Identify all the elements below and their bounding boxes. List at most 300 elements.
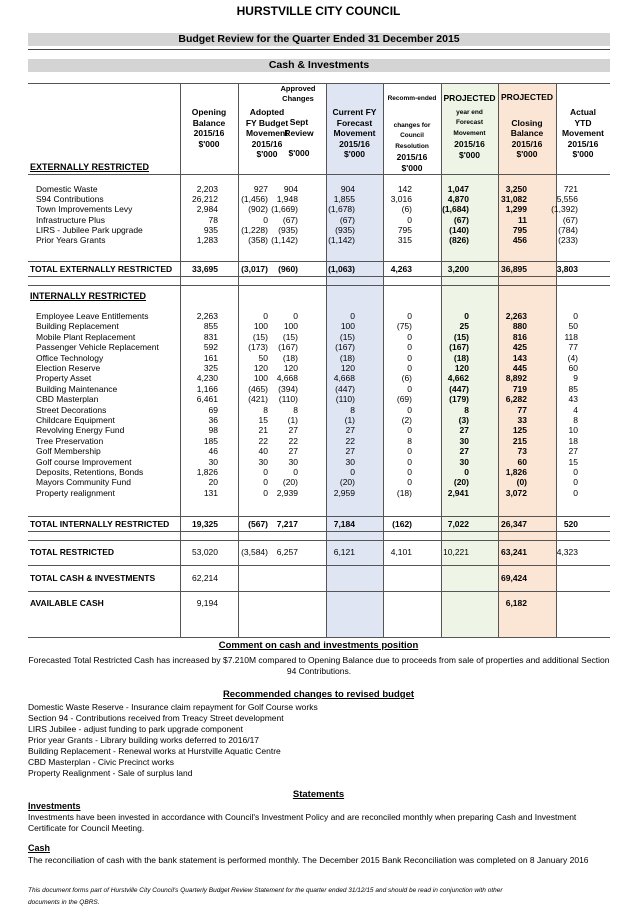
cell-value: 0 [407,477,412,488]
cell-value: 7,184 [333,519,355,529]
table-row [28,194,610,204]
cell-value: 3,200 [447,264,469,274]
cell-value: 880 [512,321,527,332]
cell-value: 53,020 [192,547,218,557]
row-label: Domestic Waste [36,184,98,194]
cell-value: 1,047 [447,184,469,194]
cell-value: 22 [288,435,298,446]
cell-value: 27 [568,446,578,457]
cell-value: (1,392) [551,204,578,215]
cell-value: 69,424 [501,573,527,583]
cell-value: (394) [278,383,298,394]
statements-heading: Statements [292,789,345,800]
cell-value: 20 [208,477,218,488]
cell-value: 2,959 [333,487,355,498]
table-row [28,415,610,425]
total-externally-restricted-row [28,264,610,274]
cell-value: 0 [464,467,469,477]
cell-value: (110) [278,394,298,405]
cell-value: 50 [568,321,578,332]
table-row [28,405,610,415]
cell-value: (15) [252,331,268,342]
recommended-changes-list [28,702,610,779]
cell-value: 6,461 [196,394,218,405]
cell-value: 1,166 [196,383,218,394]
cell-value: (960) [278,264,298,274]
table-row [28,384,610,394]
cell-value: 100 [253,321,268,332]
cell-value: (447) [335,383,355,394]
cell-value: 1,826 [196,467,218,477]
cell-value: (3) [458,415,469,425]
cell-value: (1,456) [241,194,268,205]
row-label: TOTAL EXTERNALLY RESTRICTED [30,264,173,274]
table-row [28,446,610,456]
cell-value: (20) [282,477,298,488]
cell-value: (3,584) [241,547,268,557]
cell-value: 63,241 [501,547,527,557]
cell-value: 904 [283,184,298,194]
cell-value: 15 [258,415,268,425]
cell-value: 9,194 [196,598,218,608]
header-projected-movement: PROJECTED year end Forecast Movement 2015/16 $'000 [443,93,496,160]
cell-value: 9 [573,373,578,384]
cell-value: 27 [345,425,355,436]
cell-value: (67) [453,214,469,225]
cell-value: 31,082 [501,194,527,205]
cell-value: (784) [558,224,578,235]
cell-value: 0 [573,467,578,477]
available-cash-row [28,598,610,608]
recommended-changes-heading: Recommended changes to revised budget [222,689,415,700]
cell-value: 0 [573,477,578,488]
total-cash-row [28,573,610,583]
header-sept-review: Sept Review $'000 [284,117,314,158]
cell-value: 30 [459,456,469,467]
cell-value: 1,283 [196,235,218,245]
table-row [28,373,610,383]
investments-text: Investments have been invested in accordance with Council's Investment Policy and are reconciled monthly when preparing Cash and Investment Certificate for Council Meeting. [28,812,577,833]
list-item: Property Realignment - Sale of surplus land [28,768,193,778]
cell-value: 10 [568,425,578,436]
cell-value: 120 [283,363,298,373]
cell-value: 795 [397,224,412,235]
row-divider [28,276,610,277]
list-item: Section 94 - Contributions received from Treacy Street development [28,713,284,723]
cell-value: 0 [407,456,412,467]
cell-value: (902) [248,204,268,215]
cell-value: 8 [350,404,355,415]
cell-value: (18) [396,487,412,498]
cell-value: (1) [287,415,298,425]
cell-value: 456 [512,235,527,245]
cell-value: 315 [397,235,412,245]
row-label: Office Technology [36,352,104,363]
cell-value: 6,282 [505,394,527,405]
cell-value: (18) [282,352,298,363]
cell-value: 18 [568,435,578,446]
row-label: AVAILABLE CASH [30,598,104,608]
cell-value: 27 [345,446,355,457]
cell-value: 0 [407,363,412,373]
cell-value: (167) [278,342,298,353]
cell-value: (421) [248,394,268,405]
cell-value: 161 [203,352,218,363]
cell-value: (1,669) [271,204,298,215]
cell-value: 4,870 [447,194,469,205]
cell-value: 831 [203,331,218,342]
row-label: Building Maintenance [36,383,118,394]
cell-value: 4,263 [390,264,412,274]
cell-value: (465) [248,383,268,394]
cell-value: 118 [564,331,578,342]
table-row [28,394,610,404]
cell-value: 85 [568,383,578,394]
table-row [28,488,610,498]
cell-value: (20) [339,477,355,488]
cell-value: 3,016 [390,194,412,205]
cell-value: 0 [407,214,412,225]
cell-value: (358) [248,235,268,245]
table-row [28,215,610,225]
row-label: Property Asset [36,373,92,384]
cell-value: 0 [350,311,355,321]
cell-value: 8 [573,415,578,425]
table-top-border [28,83,610,84]
cell-value: 11 [518,214,527,225]
cell-value: (6) [401,373,412,384]
cell-value: (167) [449,342,469,353]
cell-value: 927 [253,184,268,194]
cell-value: 0 [293,311,298,321]
cell-value: 125 [512,425,527,436]
table-row [28,363,610,373]
cell-value: 520 [563,519,578,529]
cell-value: (18) [339,352,355,363]
row-divider [28,540,610,541]
row-label: Employee Leave Entitlements [36,311,149,321]
cell-value: 0 [573,311,578,321]
header-projected-closing: PROJECTED Closing Balance 2015/16 $'000 [501,92,553,159]
cell-value: (15) [282,331,298,342]
cell-value: 3,072 [505,487,527,498]
cell-value: 0 [263,467,268,477]
cell-value: 6,182 [505,598,527,608]
list-item: CBD Masterplan - Civic Precinct works [28,757,174,767]
cell-value: 1,299 [505,204,527,215]
cell-value: 69 [208,404,218,415]
header-current-fy: Current FY Forecast Movement 2015/16 $'000 [332,107,377,159]
cell-value: (1,063) [328,264,355,274]
cell-value: 142 [397,184,412,194]
externally-restricted-heading: EXTERNALLY RESTRICTED [30,162,150,172]
cell-value: 8 [263,404,268,415]
cell-value: 719 [512,383,527,394]
header-bottom-border [28,174,610,175]
cell-value: 6,121 [333,547,355,557]
row-label: Tree Preservation [36,435,104,446]
row-divider [28,285,610,286]
cell-value: 30 [459,435,469,446]
row-label: Election Reserve [36,363,101,373]
cell-value: (0) [516,477,527,488]
cell-value: 3,250 [505,184,527,194]
list-item: Domestic Waste Reserve - Insurance claim repayment for Golf Course works [28,702,318,712]
cell-value: (179) [449,394,469,405]
cell-value: 30 [345,456,355,467]
table-row [28,342,610,352]
cell-value: 4,101 [390,547,412,557]
cell-value: (1) [344,415,355,425]
cell-value: (1,678) [328,204,355,215]
cell-value: 36 [208,415,218,425]
cell-value: 0 [263,487,268,498]
cell-value: 795 [512,224,527,235]
cell-value: 0 [407,331,412,342]
row-label: Infrastructure Plus [36,214,105,225]
list-item: Building Replacement - Renewal works at Hurstville Aquatic Centre [28,746,281,756]
cell-value: 0 [407,446,412,457]
table-row [28,467,610,477]
cell-value: (173) [248,342,268,353]
report-subtitle: Budget Review for the Quarter Ended 31 December 2015 [28,33,610,46]
row-label: Passenger Vehicle Replacement [36,342,159,353]
cell-value: 6,257 [276,547,298,557]
table-row [28,457,610,467]
cell-value: 77 [517,404,527,415]
row-label: Revolving Energy Fund [36,425,125,436]
cell-value: 100 [283,321,298,332]
cell-value: (233) [558,235,578,245]
table-row [28,425,610,435]
cell-value: 0 [573,487,578,498]
cell-value: 30 [288,456,298,467]
cell-value: 19,325 [192,519,218,529]
row-label: Mobile Plant Replacement [36,331,136,342]
cell-value: 0 [263,477,268,488]
row-label: Street Decorations [36,404,107,415]
cell-value: (6) [401,204,412,215]
cell-value: 0 [407,467,412,477]
cell-value: (1,684) [442,204,469,215]
cell-value: 445 [512,363,527,373]
cell-value: 0 [407,342,412,353]
header-opening: Opening Balance 2015/16 $'000 [191,107,227,149]
cell-value: 4,323 [556,547,578,557]
cell-value: 30 [208,456,218,467]
cell-value: 27 [288,446,298,457]
cell-value: 15 [568,456,578,467]
cell-value: (140) [449,224,469,235]
cell-value: 1,948 [276,194,298,205]
cell-value: 120 [253,363,268,373]
cell-value: 1,826 [505,467,527,477]
row-label: Mayors Community Fund [36,477,131,488]
cell-value: 26,212 [192,194,218,205]
row-label: TOTAL RESTRICTED [30,547,115,557]
cell-value: 4,668 [276,373,298,384]
cell-value: 2,263 [196,311,218,321]
cell-value: 0 [350,467,355,477]
cell-value: 215 [512,435,527,446]
cell-value: 2,984 [196,204,218,215]
cell-value: 904 [340,184,355,194]
cell-value: 22 [345,435,355,446]
total-internally-restricted-row [28,519,610,529]
table-row [28,321,610,331]
cell-value: (2) [401,415,412,425]
cell-value: 27 [288,425,298,436]
cell-value: 0 [293,467,298,477]
footnote: This document forms part of Hurstville City Council's Quarterly Budget Review Statement for the quarter ended 31/12/15 and should be read in conjunction with other documents in the QBRS. [28,887,503,906]
cell-value: (567) [248,519,268,529]
cell-value: 98 [208,425,218,436]
cell-value: 2,941 [447,487,469,498]
cell-value: 2,263 [505,311,527,321]
row-label: LIRS - Jubilee Park upgrade [36,224,143,235]
cell-value: 36,895 [501,264,527,274]
cell-value: 0 [407,311,412,321]
cell-value: 935 [203,224,218,235]
table-row [28,353,610,363]
cell-value: 62,214 [192,573,218,583]
row-divider [28,531,610,532]
cell-value: (18) [453,352,469,363]
row-divider [28,565,610,566]
cell-value: 592 [203,342,218,353]
row-label: Prior Years Grants [36,235,106,245]
cell-value: 77 [568,342,578,353]
cell-value: (826) [449,235,469,245]
cell-value: 0 [407,383,412,394]
table-row [28,204,610,214]
cell-value: 120 [454,363,469,373]
row-divider [28,261,610,262]
cell-value: 721 [563,184,578,194]
cell-value: 5,556 [556,194,578,205]
cell-value: (67) [282,214,298,225]
cell-value: 60 [517,456,527,467]
cell-value: (20) [453,477,469,488]
table-bottom-border [28,637,610,638]
cell-value: 46 [208,446,218,457]
cell-value: (447) [449,383,469,394]
header-recommended: Recomm-ended changes for Council Resolution 2015/16 $'000 [387,95,437,173]
row-label: Property realignment [36,487,115,498]
cell-value: (1,228) [241,224,268,235]
row-label: TOTAL CASH & INVESTMENTS [30,573,156,583]
row-label: Deposits, Retentions, Bonds [36,467,144,477]
cell-value: (935) [278,224,298,235]
page-title: HURSTVILLE CITY COUNCIL [236,4,401,18]
cell-value: (162) [392,519,412,529]
cell-value: (67) [562,214,578,225]
cell-value: 21 [258,425,268,436]
cell-value: (167) [335,342,355,353]
cell-value: (75) [396,321,412,332]
cell-value: 0 [407,352,412,363]
header-approved-changes: Approved Changes [280,84,316,103]
cell-value: 27 [459,446,469,457]
cell-value: 1,855 [333,194,355,205]
cell-value: 8 [293,404,298,415]
row-label: CBD Masterplan [36,394,99,405]
cell-value: 43 [568,394,578,405]
cell-value: 8 [464,404,469,415]
cell-value: 26,347 [501,519,527,529]
cell-value: 33 [517,415,527,425]
cell-value: (15) [453,331,469,342]
cell-value: 0 [263,214,268,225]
section-title: Cash & Investments [28,59,610,72]
cell-value: (1,142) [271,235,298,245]
header-actual-ytd: Actual YTD Movement 2015/16 $'000 [561,107,605,159]
cell-value: 22 [258,435,268,446]
cell-value: 7,217 [276,519,298,529]
cell-value: 8 [407,435,412,446]
cell-value: 185 [203,435,218,446]
comment-heading: Comment on cash and investments position [218,640,419,651]
cell-value: (3,017) [241,264,268,274]
row-divider [28,591,610,592]
row-label: Town Improvements Levy [36,204,133,215]
cell-value: 0 [407,404,412,415]
cell-value: 100 [340,321,355,332]
cell-value: 3,803 [556,264,578,274]
total-restricted-row [28,547,610,557]
cell-value: (15) [339,331,355,342]
cell-value: 2,203 [196,184,218,194]
cell-value: 78 [208,214,218,225]
cell-value: (69) [396,394,412,405]
cell-value: 40 [258,446,268,457]
table-row [28,436,610,446]
cell-value: 10,221 [443,547,469,557]
row-label: S94 Contributions [36,194,104,205]
cell-value: (67) [339,214,355,225]
cell-value: 4 [573,404,578,415]
row-label: Golf Membership [36,446,101,457]
cell-value: 30 [258,456,268,467]
cell-value: (110) [335,394,355,405]
cell-value: 131 [203,487,218,498]
cell-value: 0 [407,425,412,436]
list-item: LIRS Jubilee - adjust funding to park upgrade component [28,724,243,734]
cell-value: 25 [459,321,469,332]
cell-value: 325 [203,363,218,373]
header-adopted: Adopted FY Budget Movement 2015/16 $'000 [245,107,289,159]
table-row [28,225,610,235]
cell-value: (1,142) [328,235,355,245]
cell-value: 0 [464,311,469,321]
cell-value: 425 [512,342,527,353]
row-label: Golf course Improvement [36,456,132,467]
cell-value: (4) [567,352,578,363]
cell-value: 100 [253,373,268,384]
investments-heading: Investments [28,801,81,811]
table-row [28,235,610,245]
cell-value: 27 [459,425,469,436]
internally-restricted-heading: INTERNALLY RESTRICTED [30,291,147,301]
cell-value: (935) [335,224,355,235]
row-label: Childcare Equipment [36,415,115,425]
cell-value: 33,695 [192,264,218,274]
cell-value: 0 [263,311,268,321]
cell-value: 8,892 [505,373,527,384]
cell-value: 60 [568,363,578,373]
table-row [28,184,610,194]
cell-value: 143 [512,352,527,363]
